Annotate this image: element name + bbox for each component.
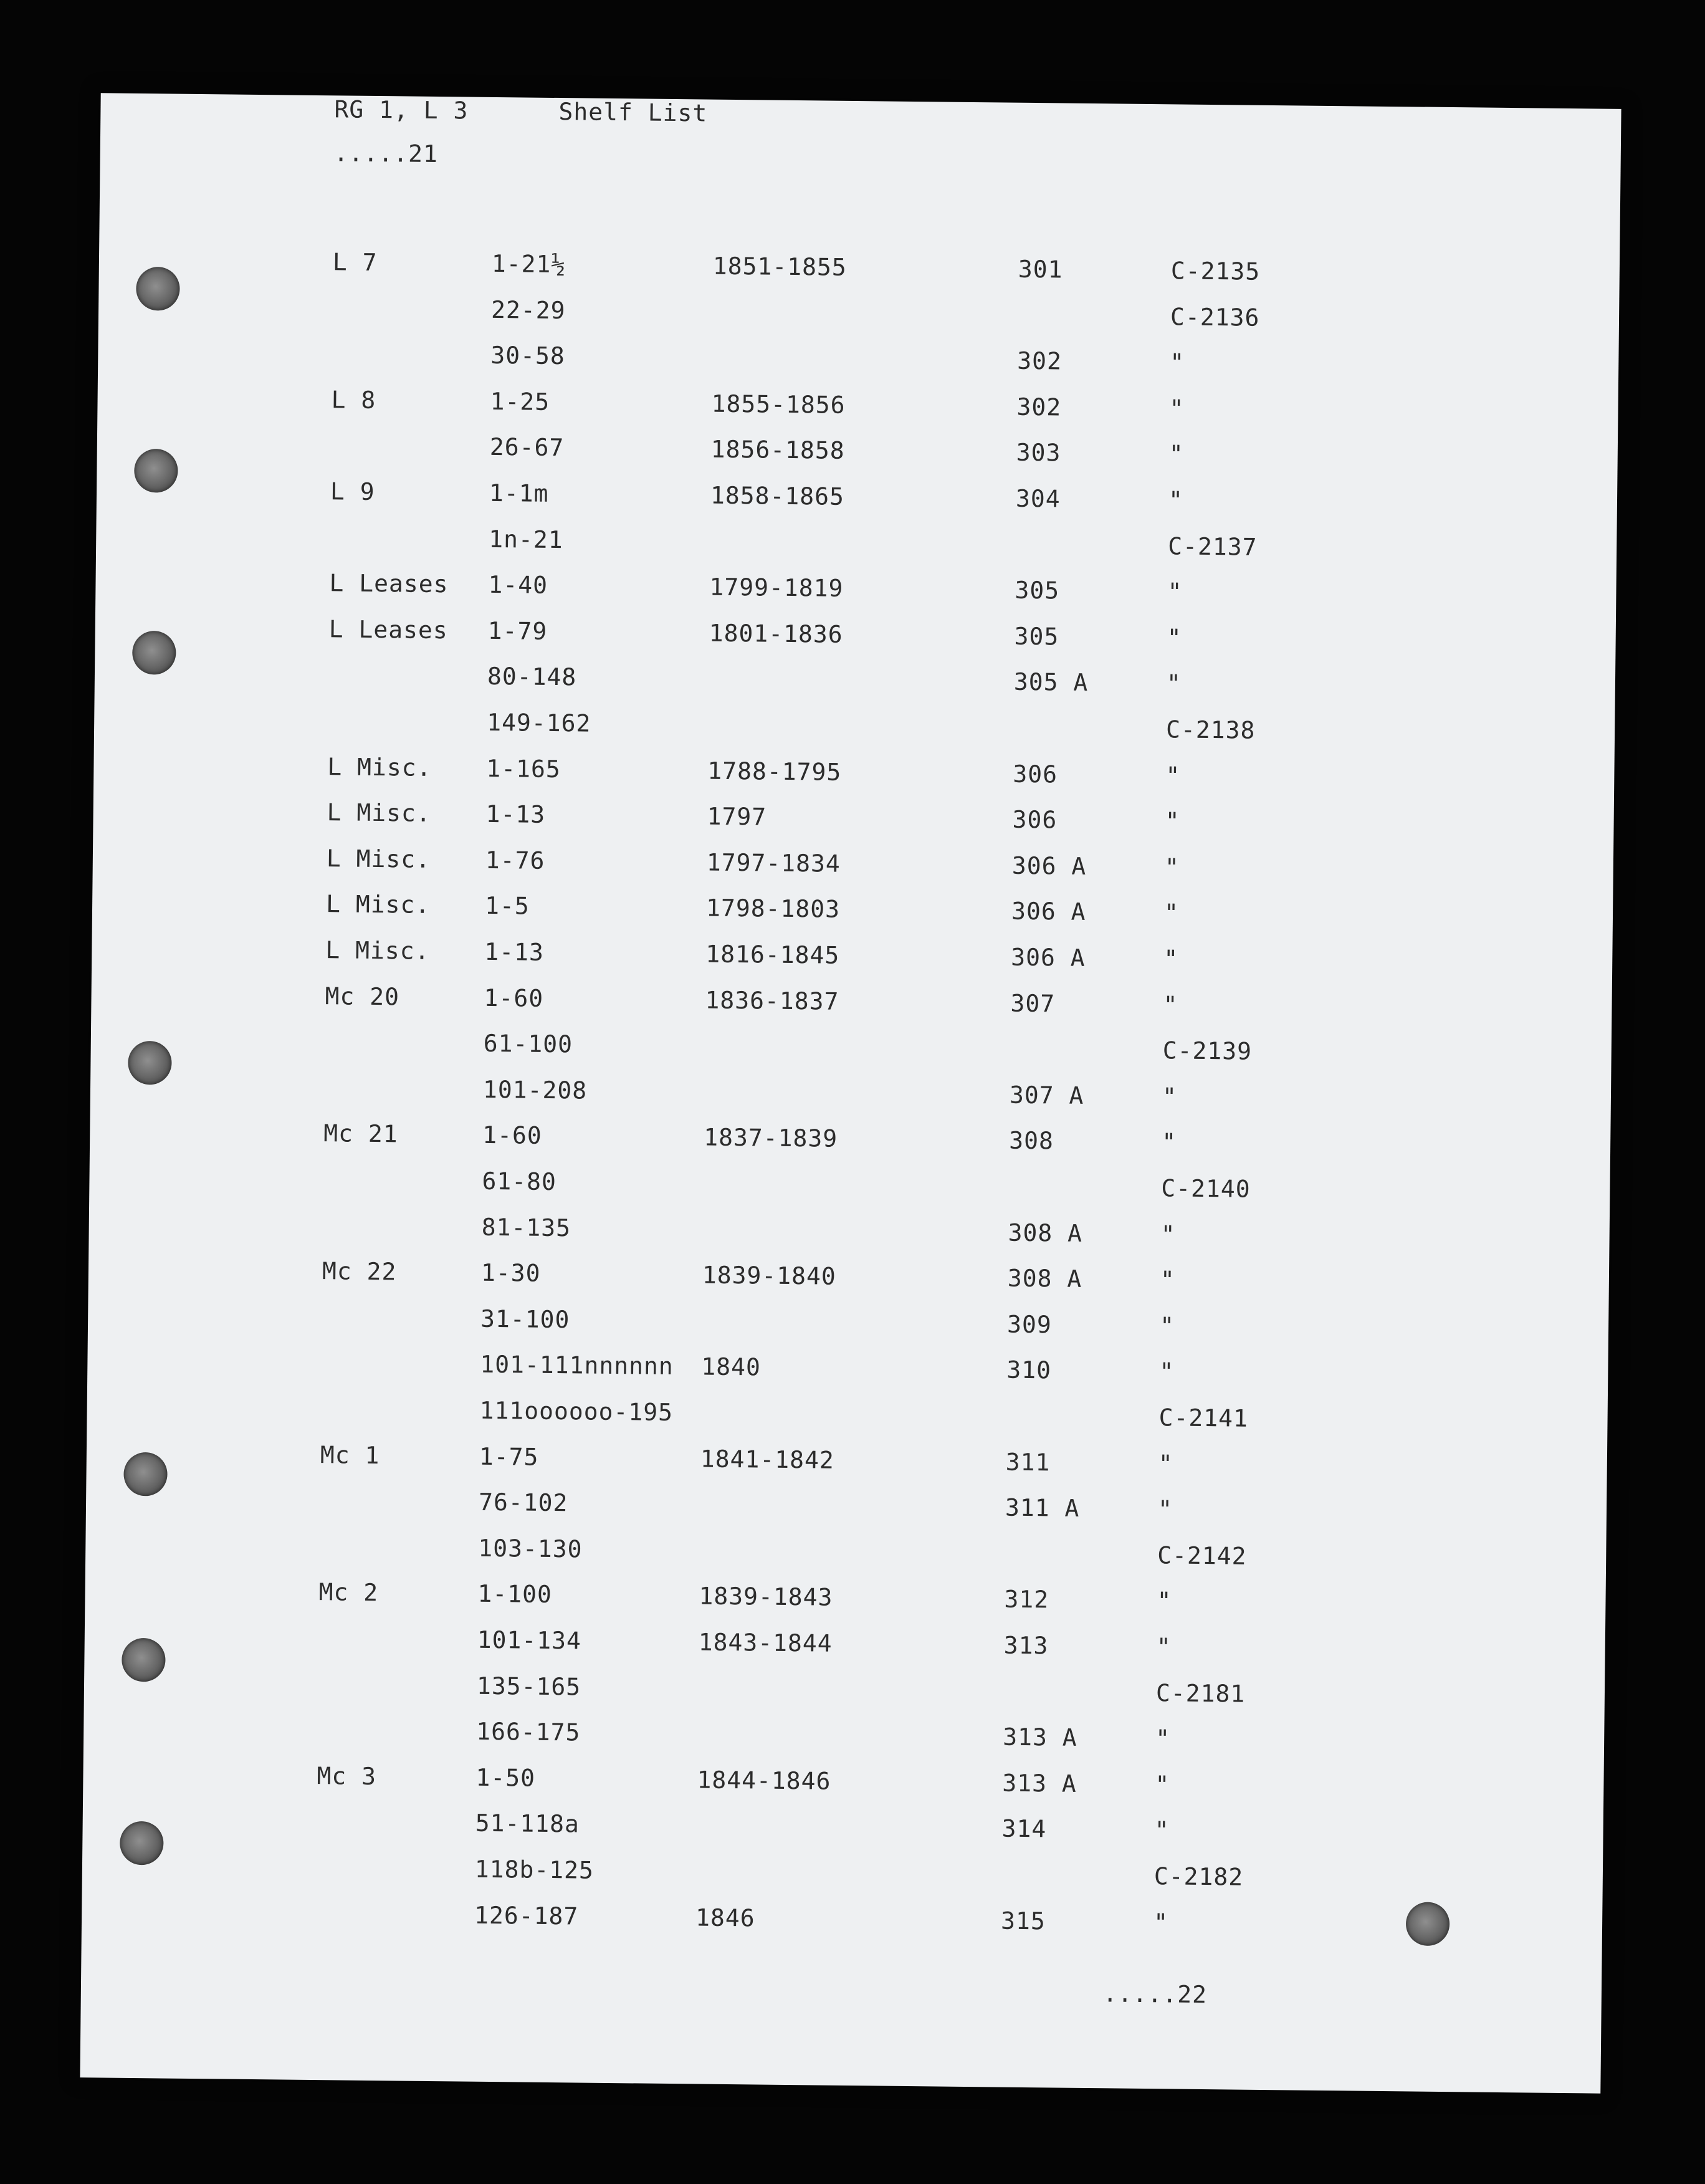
cell-dates: 1799-1819 [709, 573, 844, 602]
cell-range: 1-5 [484, 891, 530, 920]
table-row [84, 1622, 1172, 1661]
cell-reel: C-2141 [1158, 1404, 1249, 1432]
cell-reel: " [1155, 1771, 1170, 1799]
table-row [97, 383, 1185, 423]
cell-range: 22-29 [490, 295, 566, 325]
cell-reel: " [1168, 486, 1184, 514]
cell-box: 301 [1018, 255, 1063, 284]
cell-range: 101-134 [477, 1626, 582, 1655]
cell-range: 1-75 [479, 1442, 539, 1471]
cell-box: 311 A [1005, 1493, 1080, 1522]
cell-range: 61-80 [482, 1167, 557, 1196]
cell-reel: " [1157, 1495, 1173, 1523]
punch-hole [122, 1638, 166, 1682]
cell-range: 126-187 [474, 1901, 579, 1930]
cell-box: 306 [1013, 760, 1058, 788]
cell-dates: 1839-1843 [699, 1582, 833, 1611]
cell-box: 311 [1005, 1448, 1051, 1477]
punch-hole [1406, 1902, 1450, 1946]
table-row [82, 1851, 1244, 1891]
cell-range: 135-165 [476, 1672, 581, 1701]
cell-dates: 1788-1795 [707, 757, 842, 786]
table-row [90, 1071, 1178, 1111]
page-title: Shelf List [558, 98, 708, 127]
cell-range: 1-60 [484, 984, 544, 1012]
cell-dates: 1851-1855 [712, 252, 848, 281]
table-row [98, 292, 1260, 332]
cell-box: 306 A [1011, 943, 1086, 972]
cell-series: L 8 [331, 386, 376, 414]
cell-reel: " [1165, 807, 1180, 835]
cell-reel: C-2181 [1155, 1679, 1246, 1708]
cell-box: 303 [1016, 438, 1061, 467]
cell-box: 302 [1016, 393, 1062, 421]
punch-hole [120, 1821, 164, 1866]
cell-range: 1-76 [485, 846, 545, 874]
cell-reel: " [1169, 395, 1185, 423]
cell-series: Mc 21 [323, 1119, 398, 1148]
cell-dates: 1798-1803 [705, 894, 841, 923]
cell-box: 306 [1012, 805, 1058, 834]
cell-reel: " [1167, 578, 1183, 606]
cell-range: 26-67 [489, 433, 565, 462]
cell-box: 308 [1008, 1126, 1054, 1155]
cell-range: 1-25 [490, 387, 550, 416]
table-row [88, 1255, 1176, 1294]
cell-reel: " [1155, 1725, 1171, 1753]
document-page [80, 93, 1621, 2093]
cell-box: 305 [1014, 622, 1059, 651]
table-row [99, 246, 1261, 285]
cell-dates: 1840 [701, 1353, 762, 1381]
cell-range: 118b-125 [474, 1855, 595, 1884]
cell-dates: 1816-1845 [705, 940, 840, 969]
cell-range: 1-21½ [491, 249, 566, 279]
cell-box: 307 A [1009, 1081, 1084, 1109]
cell-series: L Misc. [327, 753, 432, 782]
next-page-reference: .....22 [1102, 1980, 1208, 2009]
cell-reel: C-2138 [1165, 716, 1256, 744]
cell-series: L 7 [332, 248, 378, 276]
cell-reel: C-2140 [1161, 1174, 1251, 1203]
cell-series: Mc 3 [317, 1762, 377, 1791]
cell-box: 304 [1015, 484, 1061, 513]
cell-series: Mc 2 [318, 1578, 379, 1607]
punch-hole [134, 449, 178, 493]
cell-box: 307 [1010, 989, 1056, 1018]
table-row [83, 1760, 1170, 1799]
cell-reel: " [1159, 1358, 1175, 1386]
cell-range: 81-135 [481, 1213, 571, 1242]
punch-hole [128, 1041, 172, 1085]
table-row [90, 1025, 1253, 1065]
cell-dates: 1856-1858 [710, 435, 845, 464]
cell-box: 306 A [1011, 851, 1087, 880]
table-row [96, 521, 1258, 561]
table-row [86, 1484, 1173, 1523]
cell-dates: 1858-1865 [710, 481, 845, 510]
cell-range: 31-100 [480, 1305, 570, 1334]
record-group-label: RG 1, L 3 [334, 95, 469, 125]
cell-range: 1-13 [485, 800, 546, 828]
cell-reel: " [1156, 1633, 1172, 1661]
table-row [85, 1530, 1247, 1570]
cell-range: 101-208 [482, 1075, 588, 1104]
cell-range: 1-165 [486, 754, 561, 783]
cell-series: L Leases [329, 569, 449, 598]
cell-reel: C-2135 [1170, 257, 1261, 285]
cell-range: 149-162 [486, 708, 591, 737]
cell-reel: " [1170, 348, 1185, 376]
cell-series: Mc 20 [325, 982, 400, 1011]
cell-dates: 1846 [695, 1904, 755, 1932]
table-row [92, 888, 1180, 927]
cell-series: Mc 22 [322, 1257, 397, 1286]
table-row [84, 1668, 1246, 1708]
table-row [95, 567, 1183, 606]
cell-box: 308 A [1008, 1219, 1083, 1247]
cell-box: 315 [1000, 1907, 1046, 1935]
cell-box: 313 A [1002, 1723, 1077, 1751]
cell-range: 1-40 [488, 570, 548, 599]
table-row [91, 980, 1178, 1019]
cell-box: 309 [1006, 1310, 1052, 1339]
page-reference: .....21 [333, 139, 439, 168]
cell-range: 111oooooo-195 [479, 1396, 674, 1427]
cell-reel: " [1159, 1312, 1175, 1340]
cell-range: 76-102 [478, 1488, 568, 1517]
cell-reel: " [1163, 899, 1180, 927]
cell-range: 1-30 [480, 1258, 541, 1287]
cell-reel: C-2136 [1170, 303, 1260, 332]
cell-reel: " [1160, 1220, 1176, 1248]
cell-dates: 1841-1842 [700, 1445, 834, 1474]
cell-box: 312 [1004, 1585, 1049, 1614]
cell-series: L Misc. [325, 936, 430, 965]
table-row [82, 1805, 1170, 1844]
table-row [89, 1163, 1251, 1203]
cell-dates: 1843-1844 [698, 1628, 833, 1657]
cell-reel: " [1158, 1450, 1173, 1478]
cell-box: 302 [1017, 347, 1063, 375]
cell-box: 310 [1006, 1356, 1052, 1384]
cell-reel: " [1163, 991, 1178, 1019]
cell-range: 1-1m [489, 479, 549, 507]
cell-range: 1-60 [482, 1121, 543, 1149]
cell-dates: 1836-1837 [705, 986, 839, 1015]
cell-box: 313 [1003, 1631, 1049, 1660]
punch-hole [136, 267, 180, 311]
cell-dates: 1839-1840 [702, 1261, 837, 1290]
cell-series: L Misc. [326, 845, 431, 873]
cell-range: 61-100 [483, 1029, 573, 1058]
cell-reel: " [1160, 1266, 1176, 1294]
cell-box: 313 A [1002, 1769, 1077, 1798]
cell-range: 1-50 [475, 1763, 536, 1792]
table-row [93, 750, 1181, 790]
cell-series: L Misc. [327, 798, 432, 827]
cell-reel: " [1161, 1128, 1177, 1156]
cell-range: 1n-21 [489, 525, 563, 554]
cell-reel: " [1165, 762, 1181, 790]
table-row [87, 1346, 1175, 1386]
cell-dates: 1844-1846 [697, 1766, 831, 1795]
cell-reel: " [1162, 1083, 1178, 1111]
table-row [94, 704, 1256, 744]
cell-reel: C-2142 [1157, 1541, 1247, 1570]
cell-series: L Misc. [325, 890, 431, 919]
cell-reel: C-2137 [1167, 532, 1258, 561]
cell-box: 314 [1001, 1814, 1047, 1843]
cell-reel: " [1166, 669, 1182, 697]
cell-box: 308 A [1007, 1264, 1082, 1293]
cell-reel: " [1164, 853, 1180, 881]
cell-series: Mc 1 [320, 1441, 380, 1470]
cell-range: 1-13 [484, 937, 545, 966]
cell-dates: 1801-1836 [709, 619, 843, 648]
cell-box: 305 [1015, 576, 1060, 605]
cell-range: 30-58 [490, 341, 565, 370]
cell-reel: " [1154, 1816, 1170, 1844]
cell-reel: " [1157, 1587, 1172, 1615]
cell-box: 305 A [1013, 668, 1089, 696]
cell-range: 1-79 [487, 616, 548, 645]
cell-dates: 1797-1834 [706, 848, 841, 878]
cell-reel: " [1153, 1909, 1169, 1937]
table-row [88, 1209, 1176, 1248]
punch-hole [132, 631, 176, 675]
cell-range: 101-111nnnnnn [480, 1350, 674, 1381]
cell-range: 80-148 [487, 662, 577, 691]
cell-reel: " [1168, 440, 1184, 468]
cell-range: 103-130 [478, 1534, 583, 1563]
cell-range: 1-100 [477, 1579, 553, 1609]
cell-range: 51-118a [475, 1809, 580, 1838]
cell-box: 306 A [1011, 897, 1086, 926]
cell-dates: 1837-1839 [704, 1123, 838, 1152]
cell-dates: 1797 [707, 802, 767, 831]
cell-series: L 9 [330, 477, 375, 505]
cell-reel: C-2182 [1153, 1862, 1244, 1891]
cell-series: L Leases [328, 615, 449, 644]
cell-dates: 1855-1856 [711, 390, 846, 419]
cell-reel: " [1167, 624, 1182, 652]
cell-reel: C-2139 [1162, 1037, 1253, 1065]
punch-hole [123, 1452, 168, 1497]
cell-range: 166-175 [476, 1717, 581, 1746]
cell-reel: " [1163, 945, 1179, 973]
